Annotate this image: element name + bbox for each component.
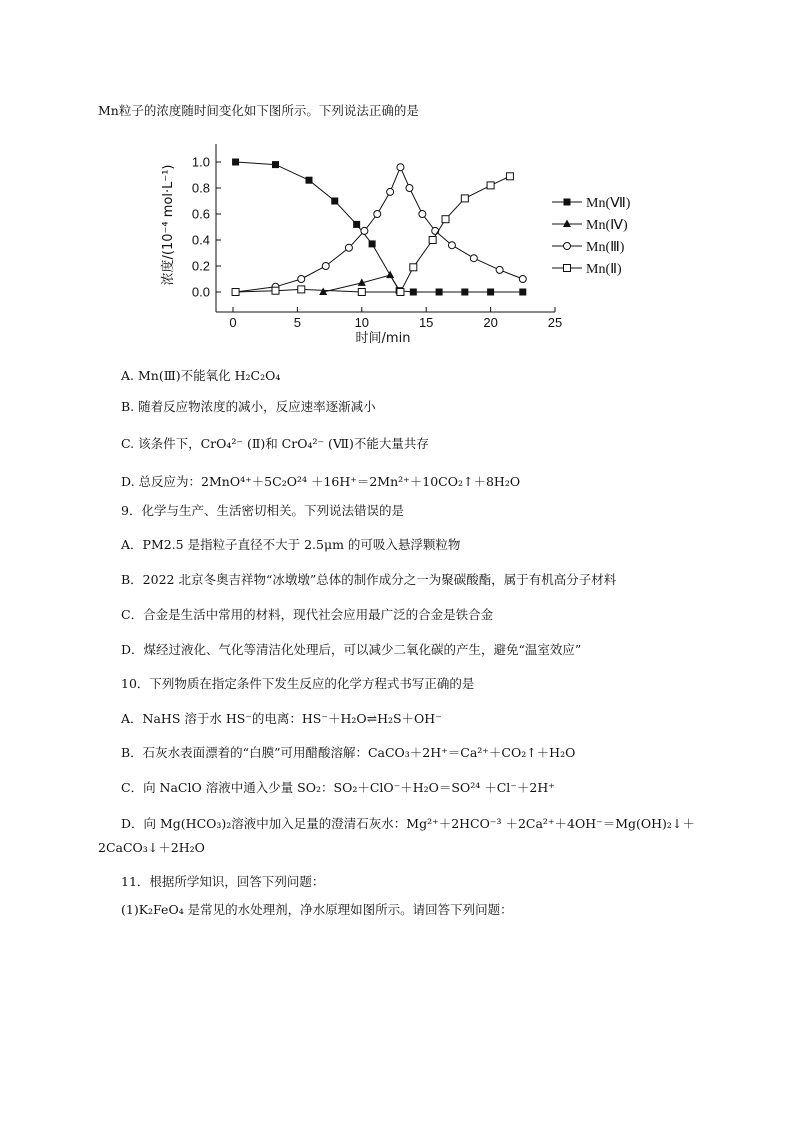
q9-stem: 9．化学与生产、生活密切相关。下列说法错误的是 <box>121 503 404 518</box>
data-point <box>305 177 312 184</box>
data-point <box>419 211 426 218</box>
data-point <box>272 161 279 168</box>
data-point <box>406 185 413 192</box>
data-point <box>232 159 239 166</box>
q10-option-b: B．石灰水表面漂着的“白膜”可用醋酸溶解：CaCO₃＋2H⁺＝Ca²⁺＋CO₂↑＋H₂O <box>121 745 576 760</box>
q8-option-d: D. 总反应为：2MnO⁴⁺＋5C₂O²⁴ ＋16H⁺＝2Mn²⁺＋10CO₂↑＋8H₂O <box>121 474 521 489</box>
legend-label: Mn(Ⅳ) <box>586 218 628 233</box>
q9-option-c: C．合金是生活中常用的材料，现代社会应用最广泛的合金是铁合金 <box>121 607 494 622</box>
q10-option-c: C．向 NaClO 溶液中通入少量 SO₂：SO₂＋ClO⁻＋H₂O＝SO²⁴ ＋Cl⁻＋2H⁺ <box>121 780 555 795</box>
x-tick-label: 0 <box>229 315 237 330</box>
q9-option-a: A．PM2.5 是指粒子直径不大于 2.5μm 的可吸入悬浮颗粒物 <box>121 537 461 552</box>
data-point <box>331 198 338 205</box>
data-point <box>298 286 305 293</box>
q10-stem: 10．下列物质在指定条件下发生反应的化学方程式书写正确的是 <box>121 676 475 691</box>
data-point <box>386 271 394 279</box>
series-line <box>236 162 523 292</box>
y-axis-label: 浓度/(10⁻⁴ mol·L⁻¹) <box>161 164 176 286</box>
data-point <box>345 244 352 251</box>
x-tick-label: 15 <box>418 315 434 330</box>
q11-stem: 11．根据所学知识，回答下列问题： <box>121 874 325 889</box>
y-tick-label: 0.0 <box>191 284 210 300</box>
legend-label: Mn(Ⅱ) <box>586 262 622 277</box>
legend-marker <box>564 199 571 206</box>
legend-label: Mn(Ⅲ) <box>586 240 625 255</box>
data-point <box>232 289 239 296</box>
x-tick-label: 5 <box>293 315 302 330</box>
legend-marker <box>563 220 571 228</box>
q10-option-d: D．向 Mg(HCO₃)₂溶液中加入足量的澄清石灰水：Mg²⁺＋2HCO⁻³ ＋2Ca²⁺＋4OH⁻＝Mg(OH)₂↓＋ <box>121 816 695 831</box>
data-point <box>506 173 513 180</box>
chart-series <box>232 159 526 296</box>
data-point <box>496 266 503 273</box>
q9-option-d: D．煤经过液化、气化等清洁化处理后，可以减少二氧化碳的产生，避免“温室效应” <box>121 642 582 657</box>
data-point <box>369 240 376 247</box>
q11-part-1: (1)K₂FeO₄ 是常见的水处理剂，净水原理如图所示。请回答下列问题： <box>121 902 513 917</box>
q9-option-b: B．2022 北京冬奥吉祥物“冰墩墩”总体的制作成分之一为聚碳酸酯，属于有机高分子材料 <box>121 572 617 587</box>
data-point <box>461 289 468 296</box>
data-point <box>519 289 526 296</box>
data-point <box>397 164 404 171</box>
data-point <box>374 211 381 218</box>
series-line <box>236 176 510 292</box>
question-intro: Mn粒子的浓度随时间变化如下图所示。下列说法正确的是 <box>98 103 419 118</box>
y-tick-label: 0.6 <box>191 206 210 222</box>
q10-option-d-continued: 2CaCO₃↓＋2H₂O <box>98 840 205 855</box>
q8-option-a: A. Mn(Ⅲ)不能氧化 H₂C₂O₄ <box>121 368 281 383</box>
legend-marker <box>564 265 571 272</box>
series-3 <box>232 173 513 296</box>
q8-option-b: B. 随着反应物浓度的减小，反应速率逐渐减小 <box>121 399 376 414</box>
x-axis-label: 时间/min <box>355 331 411 346</box>
data-point <box>272 287 279 294</box>
data-point <box>442 216 449 223</box>
data-point <box>322 263 329 270</box>
chart-ticks <box>192 155 562 331</box>
y-tick-label: 0.2 <box>191 258 210 274</box>
data-point <box>410 289 417 296</box>
data-point <box>387 188 394 195</box>
legend-marker <box>564 243 571 250</box>
x-tick-label: 20 <box>483 315 498 330</box>
data-point <box>487 289 494 296</box>
data-point <box>470 255 477 262</box>
data-point <box>361 227 368 234</box>
data-point <box>410 264 417 271</box>
series-line <box>236 167 523 292</box>
series-0 <box>232 159 526 296</box>
y-tick-label: 1.0 <box>191 154 210 170</box>
x-tick-label: 25 <box>547 315 563 330</box>
data-point <box>429 237 436 244</box>
q8-option-c: C. 该条件下，CrO₄²⁻ (Ⅱ)和 CrO₄²⁻ (Ⅶ)不能大量共存 <box>121 436 429 451</box>
data-point <box>358 289 365 296</box>
data-point <box>487 182 494 189</box>
mn-concentration-chart <box>150 140 650 355</box>
legend-label: Mn(Ⅶ) <box>586 196 631 211</box>
data-point <box>397 289 404 296</box>
y-tick-label: 0.8 <box>191 180 210 196</box>
data-point <box>519 276 526 283</box>
x-tick-label: 10 <box>354 315 370 330</box>
series-2 <box>232 164 526 296</box>
data-point <box>436 289 443 296</box>
chart-legend <box>552 196 631 277</box>
data-point <box>461 195 468 202</box>
data-point <box>298 276 305 283</box>
y-tick-label: 0.4 <box>191 232 210 248</box>
q10-option-a: A．NaHS 溶于水 HS⁻的电离：HS⁻＋H₂O⇌H₂S＋OH⁻ <box>121 711 442 726</box>
chart-axes <box>216 144 555 312</box>
data-point <box>448 242 455 249</box>
data-point <box>353 221 360 228</box>
